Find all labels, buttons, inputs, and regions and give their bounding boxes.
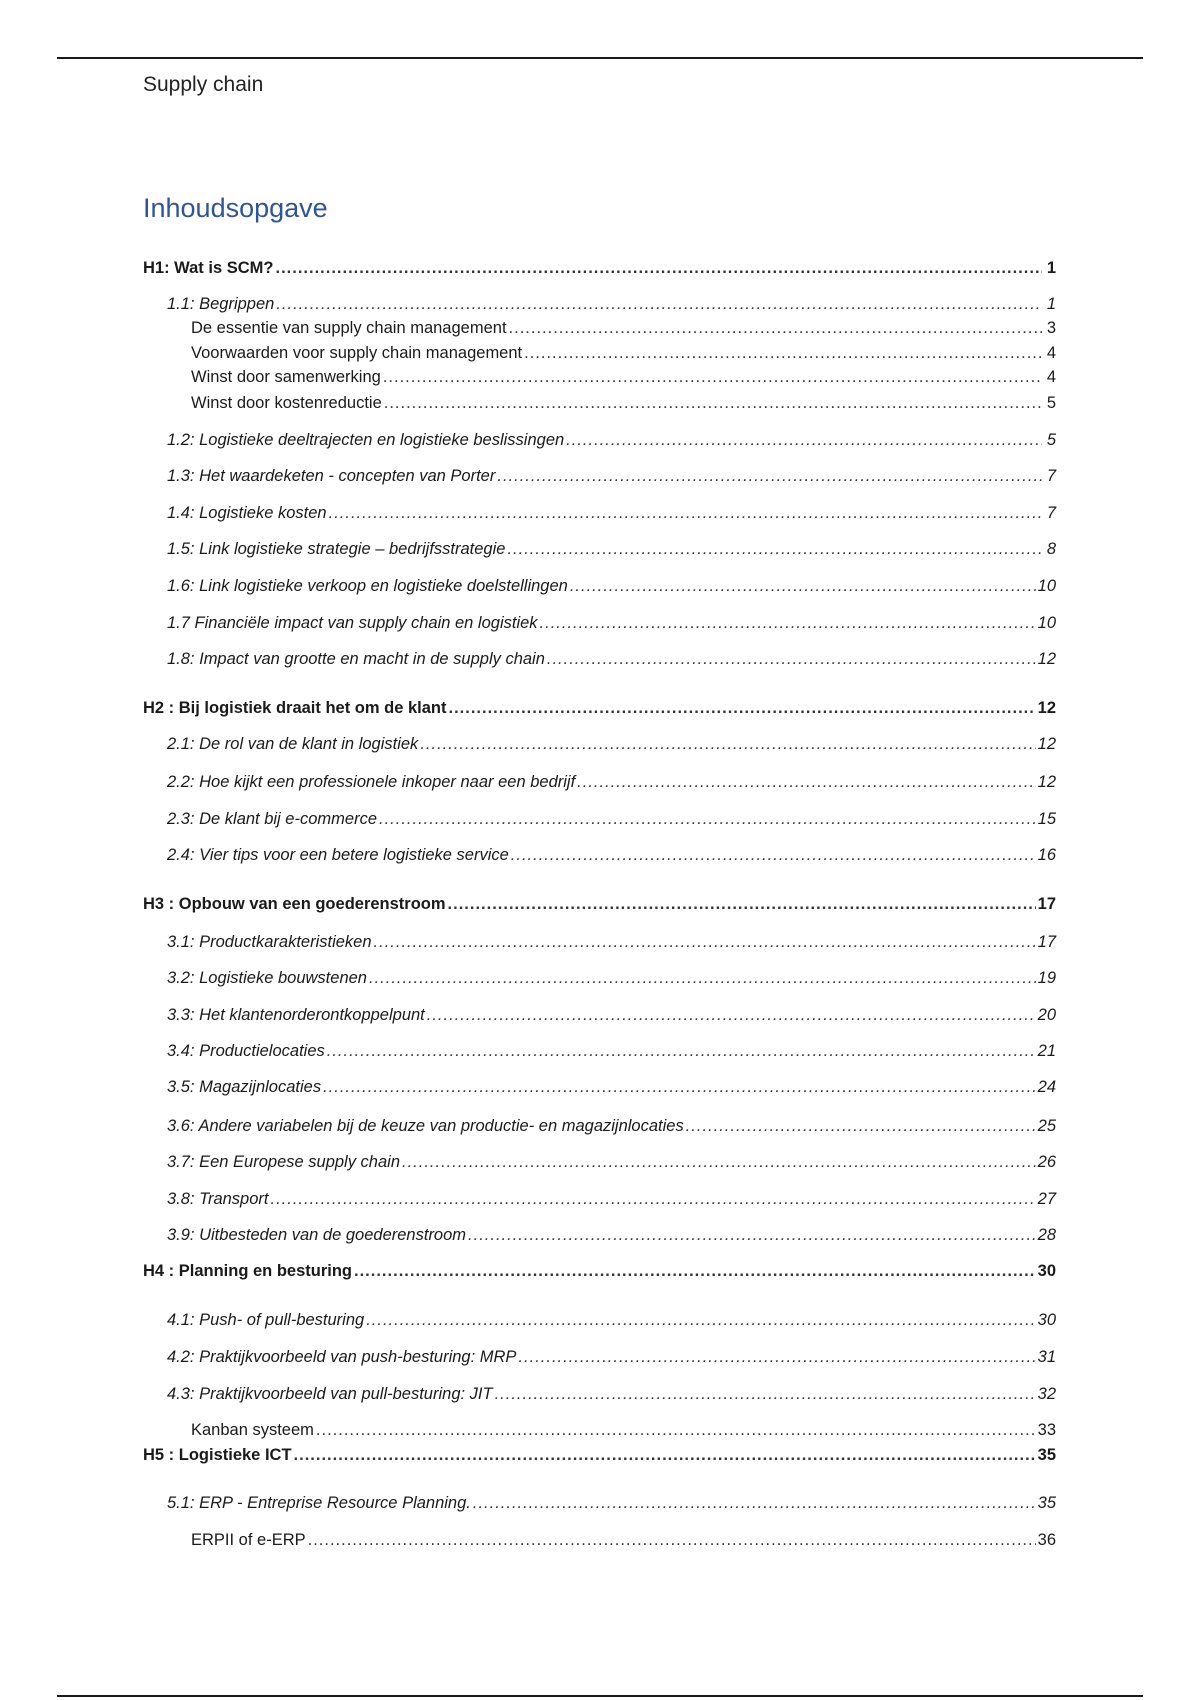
toc-section-entry[interactable] <box>167 733 1056 755</box>
toc-chapter-entry[interactable] <box>143 257 1056 279</box>
toc-dot-leader <box>384 392 1042 414</box>
toc-entry-label: 1.5: Link logistieke strategie – bedrijfsstrategie <box>167 540 506 558</box>
toc-chapter-entry[interactable] <box>143 1444 1056 1466</box>
toc-entry-page-number: 4 <box>1046 368 1056 386</box>
toc-dot-leader <box>316 1419 1036 1441</box>
toc-entry-label: 3.6: Andere variabelen bij de keuze van productie- en magazijnlocaties <box>167 1117 684 1135</box>
toc-dot-leader <box>577 771 1035 793</box>
toc-section-entry[interactable] <box>167 429 1056 451</box>
toc-entry-label: 2.1: De rol van de klant in logistiek <box>167 735 419 753</box>
toc-dot-leader <box>366 1309 1035 1331</box>
toc-section-entry[interactable] <box>167 575 1056 597</box>
toc-dot-leader <box>468 1224 1036 1246</box>
toc-section-entry[interactable] <box>167 648 1056 670</box>
toc-section-entry[interactable] <box>167 771 1056 793</box>
toc-dot-leader <box>329 502 1042 524</box>
toc-entry-label: 1.4: Logistieke kosten <box>167 504 327 522</box>
toc-entry-label: 3.4: Productielocaties <box>167 1042 325 1060</box>
toc-entry-label: 3.1: Productkarakteristieken <box>167 933 372 951</box>
toc-entry-page-number: 24 <box>1037 1078 1056 1096</box>
toc-entry-label: H4 : Planning en besturing <box>143 1262 353 1280</box>
toc-chapter-entry[interactable] <box>143 697 1056 719</box>
running-header: Supply chain <box>143 73 264 96</box>
toc-dot-leader <box>323 1076 1036 1098</box>
toc-entry-label: 4.3: Praktijkvoorbeeld van pull-besturing: JIT <box>167 1385 493 1403</box>
toc-entry-page-number: 17 <box>1037 933 1056 951</box>
toc-dot-leader <box>524 342 1042 364</box>
toc-section-entry[interactable] <box>167 1309 1056 1331</box>
toc-dot-leader <box>540 612 1036 634</box>
toc-section-entry[interactable] <box>167 1076 1056 1098</box>
toc-entry-page-number: 27 <box>1037 1190 1056 1208</box>
toc-dot-leader <box>308 1529 1036 1551</box>
toc-entry-page-number: 25 <box>1037 1117 1056 1135</box>
toc-dot-leader <box>374 931 1036 953</box>
toc-entry-label: H3 : Opbouw van een goederenstroom <box>143 895 446 913</box>
toc-dot-leader <box>473 1492 1036 1514</box>
toc-entry-page-number: 31 <box>1037 1348 1056 1366</box>
toc-entry-page-number: 10 <box>1037 614 1056 632</box>
toc-entry-page-number: 3 <box>1046 319 1056 337</box>
toc-dot-leader <box>448 697 1035 719</box>
toc-entry-page-number: 7 <box>1046 467 1056 485</box>
toc-entry-page-number: 1 <box>1046 295 1056 313</box>
toc-section-entry[interactable] <box>167 844 1056 866</box>
toc-section-entry[interactable] <box>167 502 1056 524</box>
toc-entry-page-number: 12 <box>1037 773 1056 791</box>
toc-section-entry[interactable] <box>167 1115 1056 1137</box>
toc-entry-page-number: 8 <box>1046 540 1056 558</box>
toc-entry-label: 3.7: Een Europese supply chain <box>167 1153 400 1171</box>
toc-entry-label: Winst door kostenreductie <box>191 394 382 412</box>
toc-entry-label: 4.1: Push- of pull-besturing <box>167 1311 365 1329</box>
toc-subsection-entry[interactable] <box>191 366 1056 388</box>
toc-entry-page-number: 5 <box>1046 394 1056 412</box>
toc-entry-label: H1: Wat is SCM? <box>143 259 274 277</box>
toc-dot-leader <box>383 366 1042 388</box>
toc-entry-page-number: 26 <box>1037 1153 1056 1171</box>
toc-dot-leader <box>566 429 1042 451</box>
toc-entry-page-number: 19 <box>1037 969 1056 987</box>
toc-dot-leader <box>427 1004 1036 1026</box>
toc-dot-leader <box>570 575 1036 597</box>
header-rule <box>57 57 1143 59</box>
toc-entry-page-number: 12 <box>1037 735 1056 753</box>
toc-section-entry[interactable] <box>167 808 1056 830</box>
toc-entry-label: 2.2: Hoe kijkt een professionele inkoper naar een bedrijf <box>167 773 576 791</box>
toc-entry-label: 3.9: Uitbesteden van de goederenstroom <box>167 1226 467 1244</box>
toc-section-entry[interactable] <box>167 293 1056 315</box>
toc-dot-leader <box>354 1260 1036 1282</box>
toc-dot-leader <box>379 808 1036 830</box>
toc-entry-page-number: 12 <box>1037 699 1056 717</box>
toc-entry-label: H2 : Bij logistiek draait het om de klant <box>143 699 447 717</box>
toc-entry-label: 5.1: ERP - Entreprise Resource Planning. <box>167 1494 471 1512</box>
toc-entry-label: 1.1: Begrippen <box>167 295 275 313</box>
toc-section-entry[interactable] <box>167 1224 1056 1246</box>
toc-entry-page-number: 32 <box>1037 1385 1056 1403</box>
toc-entry-page-number: 30 <box>1037 1262 1056 1280</box>
toc-entry-label: De essentie van supply chain management <box>191 319 507 337</box>
toc-entry-page-number: 10 <box>1037 577 1056 595</box>
toc-subsection-entry[interactable] <box>191 392 1056 414</box>
toc-dot-leader <box>448 893 1036 915</box>
toc-section-entry[interactable] <box>167 1040 1056 1062</box>
toc-dot-leader <box>294 1444 1036 1466</box>
toc-entry-page-number: 1 <box>1046 259 1056 277</box>
toc-entry-page-number: 4 <box>1046 344 1056 362</box>
toc-dot-leader <box>369 967 1036 989</box>
toc-entry-label: 1.3: Het waardeketen - concepten van Porter <box>167 467 496 485</box>
toc-entry-label: Kanban systeem <box>191 1421 314 1439</box>
toc-entry-page-number: 7 <box>1046 504 1056 522</box>
toc-entry-label: 3.5: Magazijnlocaties <box>167 1078 322 1096</box>
toc-entry-page-number: 35 <box>1037 1446 1056 1464</box>
toc-section-entry[interactable] <box>167 931 1056 953</box>
toc-dot-leader <box>497 465 1042 487</box>
toc-entry-page-number: 17 <box>1037 895 1056 913</box>
toc-entry-label: 2.4: Vier tips voor een betere logistieke service <box>167 846 509 864</box>
toc-section-entry[interactable] <box>167 538 1056 560</box>
toc-dot-leader <box>686 1115 1036 1137</box>
toc-entry-page-number: 20 <box>1037 1006 1056 1024</box>
toc-section-entry[interactable] <box>167 967 1056 989</box>
toc-entry-page-number: 30 <box>1037 1311 1056 1329</box>
toc-dot-leader <box>402 1151 1036 1173</box>
toc-section-entry[interactable] <box>167 1151 1056 1173</box>
toc-chapter-entry[interactable] <box>143 893 1056 915</box>
toc-dot-leader <box>547 648 1036 670</box>
toc-section-entry[interactable] <box>167 465 1056 487</box>
toc-entry-label: 3.2: Logistieke bouwstenen <box>167 969 367 987</box>
toc-entry-page-number: 16 <box>1037 846 1056 864</box>
toc-entry-label: 1.6: Link logistieke verkoop en logistieke doelstellingen <box>167 577 568 595</box>
toc-section-entry[interactable] <box>167 1383 1056 1405</box>
toc-entry-page-number: 15 <box>1037 810 1056 828</box>
toc-entry-page-number: 5 <box>1046 431 1056 449</box>
toc-dot-leader <box>327 1040 1036 1062</box>
toc-section-entry[interactable] <box>167 612 1056 634</box>
footer-rule <box>57 1695 1143 1697</box>
toc-entry-label: 1.7 Financiële impact van supply chain en logistiek <box>167 614 538 632</box>
toc-dot-leader <box>511 844 1036 866</box>
toc-entry-page-number: 28 <box>1037 1226 1056 1244</box>
toc-dot-leader <box>507 538 1042 560</box>
toc-entry-label: H5 : Logistieke ICT <box>143 1446 292 1464</box>
toc-subsection-entry[interactable] <box>191 317 1056 339</box>
toc-entry-label: ERPII of e-ERP <box>191 1531 306 1549</box>
toc-entry-label: 4.2: Praktijkvoorbeeld van push-besturing: MRP <box>167 1348 517 1366</box>
toc-dot-leader <box>271 1188 1036 1210</box>
toc-entry-label: 1.2: Logistieke deeltrajecten en logistieke beslissingen <box>167 431 565 449</box>
toc-dot-leader <box>420 733 1035 755</box>
toc-entry-page-number: 36 <box>1037 1531 1056 1549</box>
toc-title: Inhoudsopgave <box>143 193 328 223</box>
toc-section-entry[interactable] <box>167 1346 1056 1368</box>
toc-section-entry[interactable] <box>167 1492 1056 1514</box>
toc-subsection-entry[interactable] <box>191 1529 1056 1551</box>
toc-entry-label: Voorwaarden voor supply chain management <box>191 344 523 362</box>
toc-entry-label: 3.3: Het klantenorderontkoppelpunt <box>167 1006 425 1024</box>
toc-entry-label: 2.3: De klant bij e-commerce <box>167 810 377 828</box>
toc-subsection-entry[interactable] <box>191 342 1056 364</box>
toc-entry-page-number: 33 <box>1037 1421 1056 1439</box>
toc-entry-label: Winst door samenwerking <box>191 368 381 386</box>
toc-entry-label: 1.8: Impact van grootte en macht in de supply chain <box>167 650 545 668</box>
toc-entry-page-number: 21 <box>1037 1042 1056 1060</box>
toc-entry-page-number: 35 <box>1037 1494 1056 1512</box>
toc-dot-leader <box>518 1346 1035 1368</box>
toc-section-entry[interactable] <box>167 1004 1056 1026</box>
toc-entry-label: 3.8: Transport <box>167 1190 269 1208</box>
toc-dot-leader <box>276 293 1042 315</box>
toc-section-entry[interactable] <box>167 1188 1056 1210</box>
toc-subsection-entry[interactable] <box>191 1419 1056 1441</box>
toc-dot-leader <box>509 317 1042 339</box>
toc-entry-page-number: 12 <box>1037 650 1056 668</box>
toc-dot-leader <box>275 257 1042 279</box>
toc-chapter-entry[interactable] <box>143 1260 1056 1282</box>
toc-dot-leader <box>495 1383 1036 1405</box>
